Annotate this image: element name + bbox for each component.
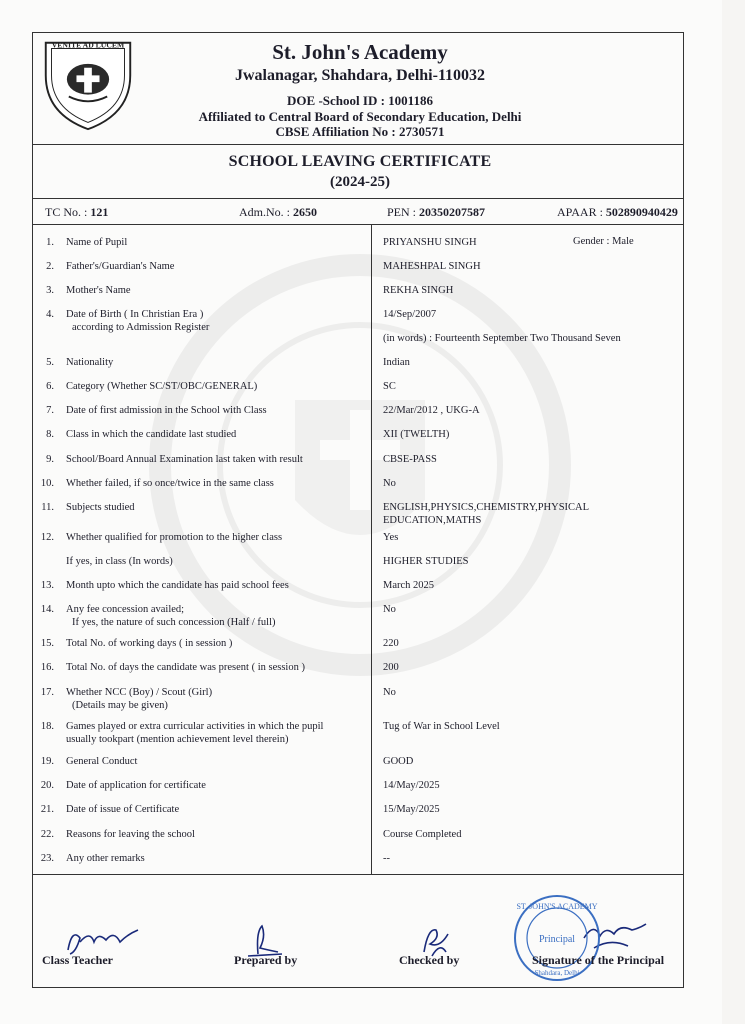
row-value <box>383 260 673 273</box>
row-value <box>383 720 673 733</box>
title-divider <box>32 198 684 199</box>
row-label <box>66 477 366 490</box>
row-value-line: (in words) : Fourteenth September Two Thousand Seven <box>383 333 621 344</box>
tc-number <box>45 205 108 220</box>
row-label-line: Whether qualified for promotion to the higher class <box>66 532 283 543</box>
row-label <box>66 380 366 393</box>
row-value-line: Yes <box>383 532 399 543</box>
row-value-line: EDUCATION,MATHS <box>383 515 482 526</box>
row-value <box>383 308 673 345</box>
row-label-line: Date of issue of Certificate <box>66 804 180 815</box>
row-label-line: (Details may be given) <box>72 700 168 711</box>
pen-number <box>387 205 485 220</box>
row-label-line: Father's/Guardian's Name <box>66 261 175 272</box>
row-value-line: Indian <box>383 357 410 368</box>
school-name: St. John's Academy <box>272 40 448 64</box>
row-value <box>383 356 673 369</box>
row-label-line: Subjects studied <box>66 502 135 513</box>
row-number: 9. <box>46 454 54 465</box>
row-number: 21. <box>40 804 54 815</box>
certificate-title: SCHOOL LEAVING CERTIFICATE <box>228 153 492 170</box>
row-number: 15. <box>40 638 54 649</box>
row-number: 10. <box>40 478 54 489</box>
row-value-line: 14/May/2025 <box>383 780 440 791</box>
row-label-line: School/Board Annual Examination last taken with result <box>66 454 303 465</box>
row-label <box>66 453 366 466</box>
row-label-line: Reasons for leaving the school <box>66 829 195 840</box>
row-value-line: PRIYANSHU SINGH <box>383 237 477 248</box>
row-label <box>66 579 366 592</box>
row-value-line: 220 <box>383 638 399 649</box>
row-number: 6. <box>46 381 54 392</box>
row-label <box>66 531 366 544</box>
row-value-line: SC <box>383 381 396 392</box>
doe-school-id: DOE -School ID : 1001186 <box>287 93 433 108</box>
row-label-line: according to Admission Register <box>72 322 210 333</box>
row-label-line: Total No. of days the candidate was present ( in session ) <box>66 662 305 673</box>
row-number: 11. <box>41 502 54 513</box>
row-label <box>66 852 366 865</box>
row-value <box>383 661 673 674</box>
row-label-line: If yes, in class (In words) <box>66 556 173 567</box>
row-number: 2. <box>46 261 54 272</box>
row-label <box>66 501 366 514</box>
row-number: 18. <box>40 721 54 732</box>
row-value <box>383 803 673 816</box>
row-label <box>66 755 366 768</box>
row-value <box>383 579 673 592</box>
row-value-line: Tug of War in School Level <box>383 721 500 732</box>
apaar-label: APAAR : <box>557 205 603 219</box>
row-value-line: 22/Mar/2012 , UKG-A <box>383 405 480 416</box>
header-divider <box>32 144 684 145</box>
row-label-line: Class in which the candidate last studied <box>66 429 237 440</box>
row-label-line: Nationality <box>66 357 114 368</box>
row-label <box>66 661 366 674</box>
row-label <box>66 284 366 297</box>
admission-number <box>239 205 317 220</box>
pen-label: PEN : <box>387 205 417 219</box>
prepared-by-label: Prepared by <box>234 953 298 967</box>
row-value <box>383 555 673 568</box>
table-bottom-divider <box>32 874 684 875</box>
row-value <box>383 603 673 616</box>
row-value <box>383 637 673 650</box>
row-label-line: Games played or extra curricular activities in which the pupil <box>66 721 324 732</box>
row-value <box>383 531 673 544</box>
tc-value: 121 <box>90 205 109 219</box>
row-value-line: HIGHER STUDIES <box>383 556 469 567</box>
affiliation-text: Affiliated to Central Board of Secondary Education, Delhi <box>198 109 522 124</box>
row-value <box>383 779 673 792</box>
row-label <box>66 686 366 712</box>
row-number: 12. <box>40 532 54 543</box>
row-label-line: Whether NCC (Boy) / Scout (Girl) <box>66 687 213 698</box>
row-value <box>383 686 673 699</box>
row-label-line: Mother's Name <box>66 285 131 296</box>
row-label <box>66 356 366 369</box>
row-number: 13. <box>40 580 54 591</box>
row-label-line: Total No. of working days ( in session ) <box>66 638 233 649</box>
row-label-line: Date of Birth ( In Christian Era ) <box>66 309 204 320</box>
row-value-line: CBSE-PASS <box>383 454 437 465</box>
row-label <box>66 828 366 841</box>
apaar-value: 502890940429 <box>605 205 678 219</box>
row-value <box>383 428 673 441</box>
row-value-line: 200 <box>383 662 399 673</box>
row-number: 19. <box>40 756 54 767</box>
row-value <box>383 380 673 393</box>
row-value-line: No <box>383 604 396 615</box>
logo-motto: VENITE AD LUCEM <box>51 40 125 50</box>
row-number: 4. <box>46 309 54 320</box>
row-label <box>66 779 366 792</box>
row-value-line: ENGLISH,PHYSICS,CHEMISTRY,PHYSICAL <box>383 502 590 513</box>
row-number: 16. <box>40 662 54 673</box>
tc-label: TC No. : <box>45 205 88 219</box>
certificate-session: (2024-25) <box>330 174 390 190</box>
row-value <box>383 501 673 527</box>
row-number: 20. <box>40 780 54 791</box>
row-label-line: Category (Whether SC/ST/OBC/GENERAL) <box>66 381 258 392</box>
row-value-line: XII (TWELTH) <box>383 429 450 440</box>
row-number: 8. <box>46 429 54 440</box>
row-label <box>66 428 366 441</box>
row-number: 17. <box>40 687 54 698</box>
row-value <box>383 477 673 490</box>
row-label <box>66 803 366 816</box>
adm-value: 2650 <box>293 205 317 219</box>
row-value-line: GOOD <box>383 756 414 767</box>
school-stamp <box>512 893 602 983</box>
row-value-line: -- <box>383 853 390 864</box>
row-label-line: Any other remarks <box>66 853 145 864</box>
adm-label: Adm.No. : <box>239 205 290 219</box>
row-value <box>383 755 673 768</box>
stamp-top-text: ST. JOHN'S ACADEMY <box>516 902 598 911</box>
row-number: 14. <box>40 604 54 615</box>
row-label-line: Month upto which the candidate has paid school fees <box>66 580 289 591</box>
row-label-line: If yes, the nature of such concession (Half / full) <box>72 617 276 628</box>
pen-value: 20350207587 <box>419 205 486 219</box>
row-value <box>383 828 673 841</box>
gender-field: Gender : Male <box>573 236 634 247</box>
row-label-line: Date of application for certificate <box>66 780 206 791</box>
row-value <box>383 852 673 865</box>
row-label <box>66 603 366 629</box>
row-value-line: 14/Sep/2007 <box>383 309 437 320</box>
row-label-line: Any fee concession availed; <box>66 604 185 615</box>
cbse-affiliation-no: CBSE Affiliation No : 2730571 <box>275 124 445 139</box>
meta-divider <box>32 224 684 225</box>
row-number: 5. <box>46 357 54 368</box>
row-value-line: March 2025 <box>383 580 435 591</box>
row-label <box>66 236 366 249</box>
row-number: 7. <box>46 405 54 416</box>
row-value-line: MAHESHPAL SINGH <box>383 261 481 272</box>
row-value <box>383 284 673 297</box>
principal-signature-label: Signature of the Principal <box>532 953 665 967</box>
row-label <box>66 637 366 650</box>
school-address: Jwalanagar, Shahdara, Delhi-110032 <box>234 67 486 84</box>
row-number: 22. <box>40 829 54 840</box>
row-label <box>66 404 366 417</box>
row-value-line: 15/May/2025 <box>383 804 440 815</box>
row-label <box>66 308 366 334</box>
column-divider <box>371 224 372 874</box>
row-value <box>383 404 673 417</box>
row-value-line: Course Completed <box>383 829 462 840</box>
row-value-line: No <box>383 478 396 489</box>
row-label-line: General Conduct <box>66 756 138 767</box>
row-label-line: usually tookpart (mention achievement level therein) <box>66 734 289 745</box>
row-number: 3. <box>46 285 54 296</box>
class-teacher-label: Class Teacher <box>42 953 114 967</box>
row-label-line: Date of first admission in the School with Class <box>66 405 267 416</box>
row-label <box>66 555 366 568</box>
row-label <box>66 720 366 746</box>
row-value <box>383 453 673 466</box>
stamp-bottom-text: Shahdara, Delhi <box>534 969 580 977</box>
stamp-center-text: Principal <box>538 934 576 945</box>
row-number: 23. <box>40 853 54 864</box>
row-label <box>66 260 366 273</box>
row-value-line: REKHA SINGH <box>383 285 454 296</box>
row-label-line: Name of Pupil <box>66 237 128 248</box>
row-value <box>383 236 673 249</box>
apaar-number <box>557 205 678 220</box>
row-value-line: No <box>383 687 396 698</box>
checked-by-label: Checked by <box>399 953 460 967</box>
row-label-line: Whether failed, if so once/twice in the same class <box>66 478 274 489</box>
row-number: 1. <box>46 237 54 248</box>
